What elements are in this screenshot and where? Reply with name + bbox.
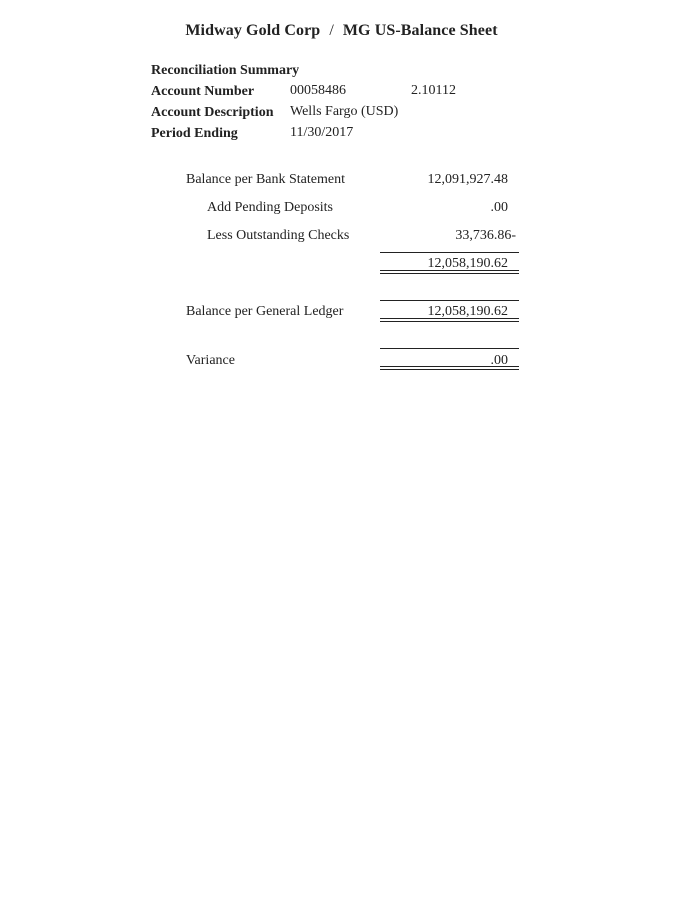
account-number-label: Account Number — [151, 84, 255, 99]
ledger-top-rule — [380, 300, 519, 301]
report-name: MG US-Balance Sheet — [342, 22, 498, 39]
outstanding-checks-label: Less Outstanding Checks — [207, 228, 350, 243]
account-description-value: Wells Fargo (USD) — [290, 104, 399, 119]
general-ledger-label: Balance per General Ledger — [186, 304, 344, 319]
pending-deposits-label: Add Pending Deposits — [207, 200, 333, 215]
period-ending-value: 11/30/2017 — [290, 125, 354, 140]
variance-underline-2 — [380, 369, 519, 370]
ledger-underline-2 — [380, 321, 519, 322]
pending-deposits-amount: .00 — [490, 200, 508, 215]
variance-top-rule — [380, 348, 519, 349]
subtotal-top-rule — [380, 252, 519, 253]
period-ending-label: Period Ending — [151, 126, 238, 141]
variance-label: Variance — [186, 353, 235, 368]
variance-amount: .00 — [490, 353, 508, 368]
account-code-value: 2.10112 — [411, 83, 456, 98]
variance-underline-1 — [380, 366, 519, 367]
general-ledger-amount: 12,058,190.62 — [427, 304, 508, 319]
report-title — [0, 22, 683, 40]
subtotal-underline-1 — [380, 270, 519, 271]
outstanding-checks-amount: 33,736.86- — [455, 228, 516, 243]
bank-statement-label: Balance per Bank Statement — [186, 172, 345, 187]
title-separator: / — [329, 22, 334, 39]
subtotal-underline-2 — [380, 273, 519, 274]
company-name: Midway Gold Corp — [185, 22, 321, 39]
adjusted-bank-amount: 12,058,190.62 — [427, 256, 508, 271]
summary-heading: Reconciliation Summary — [151, 63, 300, 78]
bank-statement-amount: 12,091,927.48 — [427, 172, 508, 187]
ledger-underline-1 — [380, 318, 519, 319]
account-description-label: Account Description — [151, 105, 274, 120]
account-number-value: 00058486 — [290, 83, 346, 98]
